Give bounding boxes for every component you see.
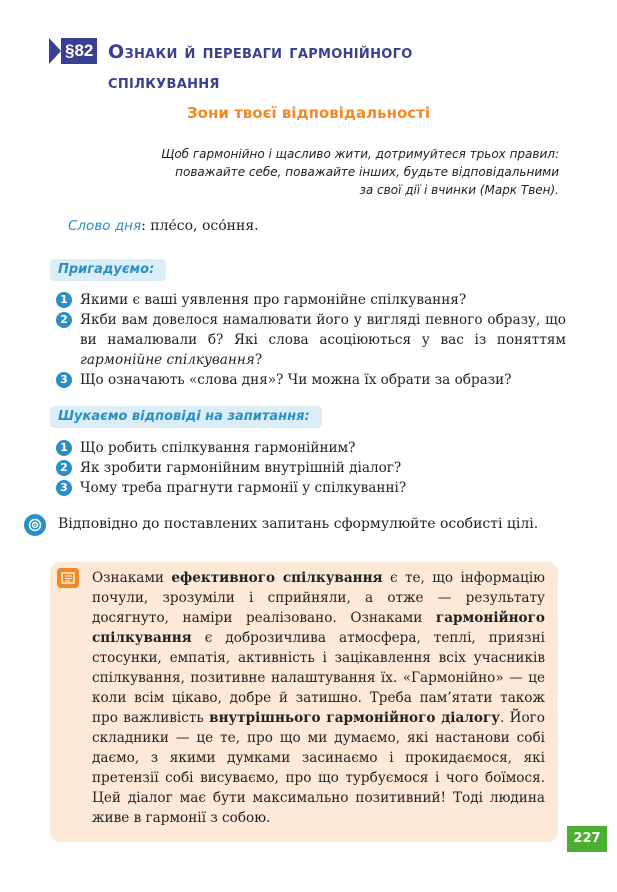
number-badge: 1 (56, 292, 72, 308)
number-badge: 3 (56, 372, 72, 388)
number-badge: 1 (56, 440, 72, 456)
info-text-part: є те, що інформацію почули, зрозуміли і сприйняли, а отже — результату досягнуто, наміри реалізовано. Ознаками (92, 570, 545, 626)
list-item (56, 290, 566, 310)
list-item (56, 310, 566, 370)
section-arrow-icon (49, 38, 61, 64)
epigraph-line: поважайте себе, поважайте інших, будьте відповідальними (175, 165, 559, 179)
info-text-part: є доброзичлива атмосфера, теплі, приязні стосунки, емпатія, активність і зацікавлення всіх учасників спілкування, позитивне налаштування їх. «Гармонійно» — це коли всім цікаво, добре й затишно. Треба пам’ятати також про важливість (92, 630, 545, 726)
target-icon (24, 514, 46, 536)
list-item (56, 458, 566, 478)
list-item (56, 370, 566, 390)
page-subtitle: Зони твоєї відповідальності (187, 104, 430, 122)
question-text: Як зробити гармонійним внутрішній діалог? (80, 460, 402, 476)
list-item (56, 478, 566, 498)
info-text-bold: внутрішнього гармонійного діалогу (209, 710, 500, 726)
page-title-line1: Ознаки й переваги гармонійного (108, 41, 413, 63)
info-text-bold: ефективного спілкування (171, 570, 383, 586)
word-of-day-text: : пле́со, осо́ння. (141, 218, 259, 234)
info-text (92, 568, 545, 828)
word-of-day-label: Слово дня (68, 218, 142, 234)
search-questions (56, 438, 566, 498)
question-text: Якими є ваші уявлення про гармонійне спілкування? (80, 292, 467, 308)
word-of-day (68, 218, 259, 234)
recall-questions (56, 290, 566, 390)
question-text (80, 310, 566, 370)
question-text: Чому треба прагнути гармонії у спілкуванні? (80, 480, 407, 496)
question-text-emphasis: гармонійне спілкування (80, 352, 255, 368)
question-text-part: Якби вам довелося намалювати його у вигляді певного образу, що ви намалювали б? Які слова асоціюються у вас із поняттям (80, 312, 566, 348)
goals-text: Відповідно до поставлених запитань сформулюйте особисті цілі. (58, 516, 539, 532)
page-title (108, 37, 578, 97)
info-text-part: Ознаками (92, 570, 172, 586)
epigraph-line: за свої дії і вчинки (Марк Твен). (359, 183, 559, 197)
number-badge: 2 (56, 312, 72, 328)
notebook-icon (57, 568, 79, 588)
question-text: Що означають «слова дня»? Чи можна їх обрати за образи? (80, 372, 512, 388)
epigraph-line: Щоб гармонійно і щасливо жити, дотримуйтеся трьох правил: (161, 147, 559, 161)
number-badge: 2 (56, 460, 72, 476)
search-label: Шукаємо відповіді на запитання: (50, 406, 322, 428)
section-number: §82 (61, 38, 97, 64)
question-text: Що робить спілкування гармонійним? (80, 440, 356, 456)
page-number: 227 (567, 826, 607, 852)
section-badge (49, 38, 97, 64)
question-text-part: ? (254, 352, 263, 368)
info-text-bold: гармонійного спілкування (92, 610, 545, 646)
page-title-line2: спілкування (108, 71, 220, 93)
recall-label: Пригадуємо: (50, 259, 166, 281)
info-text-part: . Його складники — це те, про що ми думаємо, які настанови собі даємо, з якими думками засинаємо і прокидаємося, які претензії собі висуваємо, про що турбуємося і чого боїмося. Цей діалог має бути максимально позитивний! Тоді людина живе в гармонії з собою. (92, 710, 545, 826)
list-item (56, 438, 566, 458)
epigraph (119, 145, 559, 199)
number-badge: 3 (56, 480, 72, 496)
